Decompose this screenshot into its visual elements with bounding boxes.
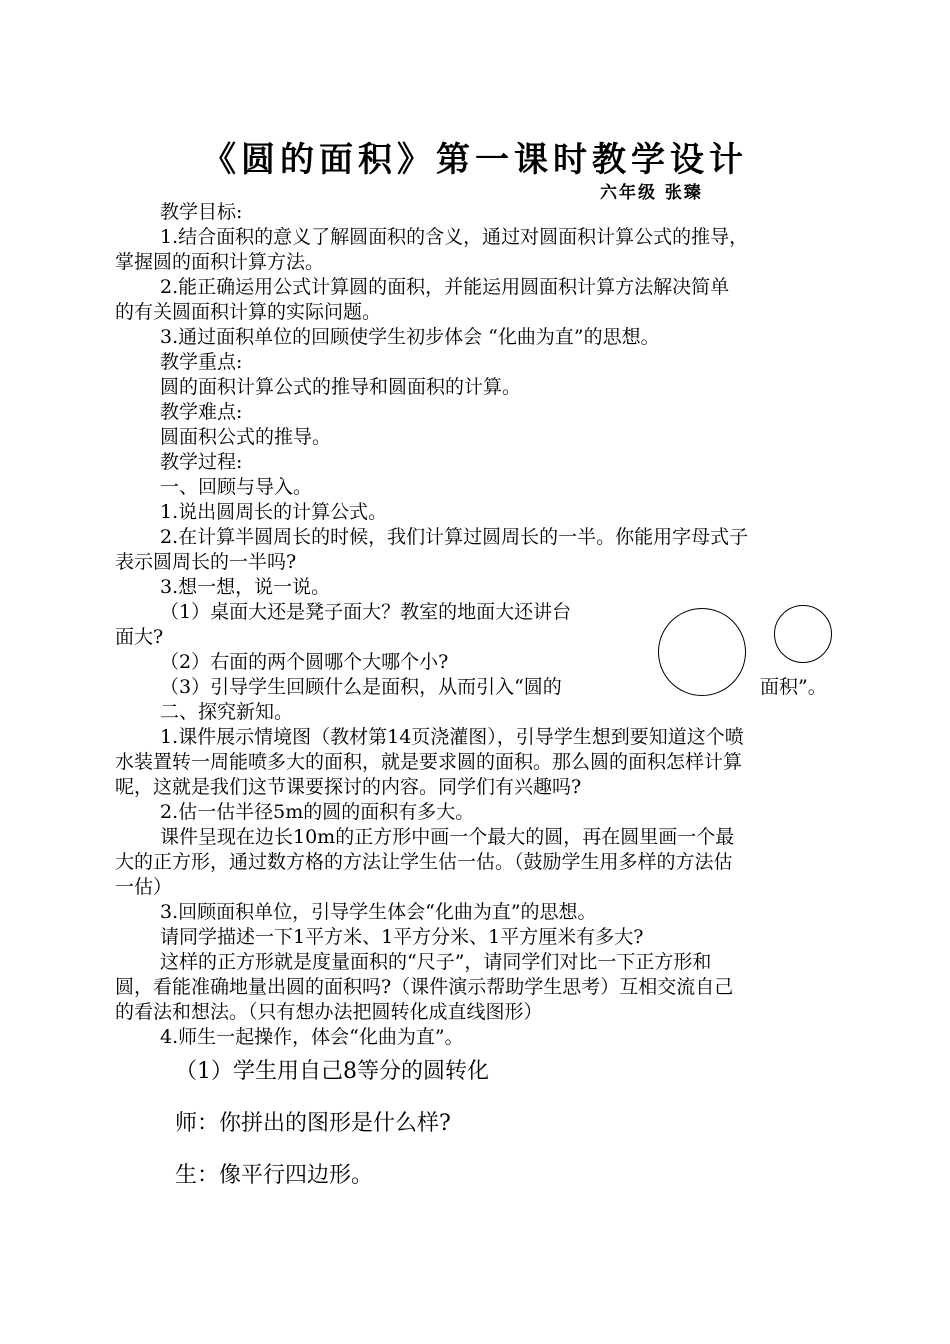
paragraph-line: 掌握圆的面积计算方法。 xyxy=(115,251,325,273)
section-heading: 一、回顾与导入。 xyxy=(160,476,313,498)
paragraph-line: 表示圆周长的一半吗? xyxy=(115,551,297,573)
paragraph-line: 1.课件展示情境图（教材第14页浇灌图），引导学生想到要知道这个喷 xyxy=(160,726,744,748)
paragraph-line: 面积”。 xyxy=(760,676,827,698)
paragraph-line: 1.结合面积的意义了解圆面积的含义，通过对圆面积计算公式的推导， xyxy=(160,226,749,248)
paragraph-line: 课件呈现在边长10m的正方形中画一个最大的圆，再在圆里画一个最 xyxy=(160,826,735,848)
paragraph-line: （2）右面的两个圆哪个大哪个小? xyxy=(160,651,449,673)
dialogue-student: 生：像平行四边形。 xyxy=(175,1163,374,1188)
dialogue-teacher: 师：你拼出的图形是什么样? xyxy=(175,1111,451,1136)
difficulties-heading: 教学难点: xyxy=(160,401,243,423)
paragraph-line: 4.师生一起操作，体会“化曲为直”。 xyxy=(160,1026,464,1048)
paragraph-line: （1）学生用自己8等分的圆转化 xyxy=(175,1059,489,1084)
paragraph-line: 的看法和想法。（只有想办法把圆转化成直线图形） xyxy=(115,1001,543,1023)
paragraph-line: 1.说出圆周长的计算公式。 xyxy=(160,501,388,523)
key-points-heading: 教学重点: xyxy=(160,351,243,373)
section-heading: 二、探究新知。 xyxy=(160,701,294,723)
paragraph-line: 2.在计算半圆周长的时候，我们计算过圆周长的一半。你能用字母式子 xyxy=(160,526,749,548)
paragraph-line: 3.回顾面积单位，引导学生体会“化曲为直”的思想。 xyxy=(160,901,597,923)
paragraph-line: 这样的正方形就是度量面积的“尺子”，请同学们对比一下正方形和 xyxy=(160,951,712,973)
paragraph-line: 3.通过面积单位的回顾使学生初步体会 “化曲为直”的思想。 xyxy=(160,326,660,348)
author-line: 六年级 张臻 xyxy=(600,183,703,203)
paragraph-line: 的有关圆面积计算的实际问题。 xyxy=(115,301,382,323)
paragraph-line: 大的正方形，通过数方格的方法让学生估一估。（鼓励学生用多样的方法估 xyxy=(115,851,733,873)
paragraph-line: 请同学描述一下1平方米、1平方分米、1平方厘米有多大? xyxy=(160,926,644,948)
paragraph-line: 圆面积公式的推导。 xyxy=(160,426,332,448)
objectives-heading: 教学目标: xyxy=(160,201,243,223)
paragraph-line: 圆，看能准确地量出圆的面积吗?（课件演示帮助学生思考）互相交流自己 xyxy=(115,976,734,998)
process-heading: 教学过程: xyxy=(160,451,243,473)
paragraph-line: （3）引导学生回顾什么是面积，从而引入“圆的 xyxy=(160,676,562,698)
paragraph-line: 呢，这就是我们这节课要探讨的内容。同学们有兴趣吗? xyxy=(115,776,582,798)
paragraph-line: 圆的面积计算公式的推导和圆面积的计算。 xyxy=(160,376,522,398)
paragraph-line: 2.估一估半径5m的圆的面积有多大。 xyxy=(160,801,475,823)
paragraph-line: 一估） xyxy=(115,876,173,898)
small-circle-figure xyxy=(774,605,832,663)
paragraph-line: 面大? xyxy=(115,626,164,648)
paragraph-line: （1）桌面大还是凳子面大？教室的地面大还讲台 xyxy=(160,601,572,623)
page-title: 《圆的面积》第一课时教学设计 xyxy=(202,140,748,180)
paragraph-line: 2.能正确运用公式计算圆的面积，并能运用圆面积计算方法解决简单 xyxy=(160,276,730,298)
paragraph-line: 3.想一想，说一说。 xyxy=(160,576,331,598)
paragraph-line: 水装置转一周能喷多大的面积，就是要求圆的面积。那么圆的面积怎样计算 xyxy=(115,751,743,773)
large-circle-figure xyxy=(658,608,746,696)
